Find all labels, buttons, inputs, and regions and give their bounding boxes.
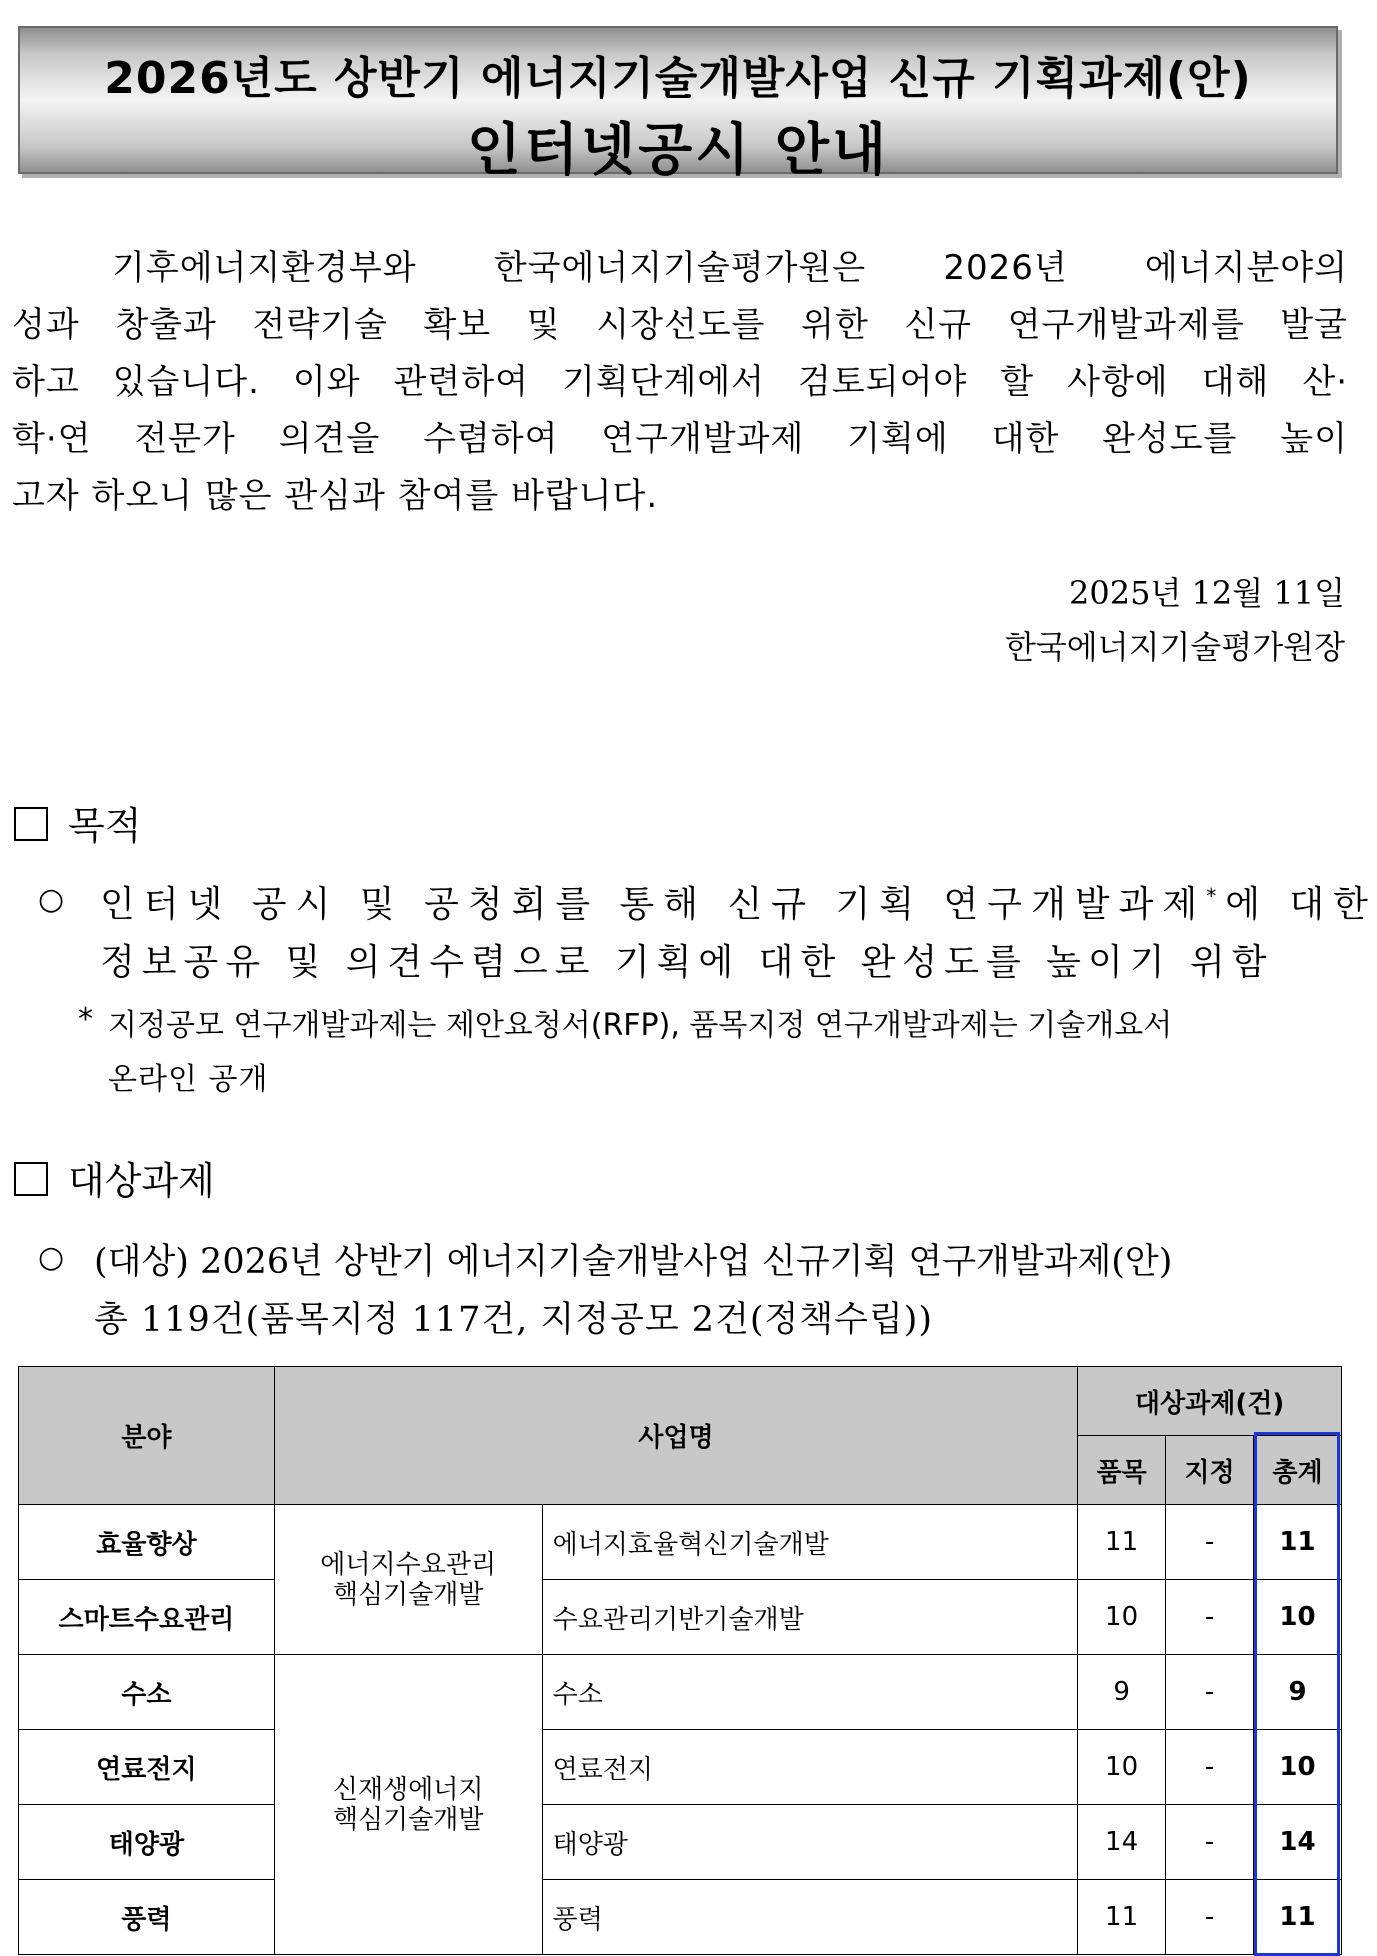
- intro-line: 성과 창출과 전략기술 확보 및 시장선도를 위한 신규 연구개발과제를 발굴: [12, 305, 1348, 345]
- total-count: 11: [1254, 1880, 1342, 1955]
- project-cell: 수소: [542, 1655, 1078, 1730]
- footnote-text: 온라인 공개: [108, 1062, 269, 1097]
- item-count: 14: [1078, 1805, 1166, 1880]
- table-row: [19, 1505, 1342, 1580]
- section-target-heading: [14, 1150, 215, 1205]
- item-count: 11: [1078, 1505, 1166, 1580]
- intro-line: 고자 하오니 많은 관심과 참여를 바랍니다.: [12, 476, 659, 516]
- footnote-text: 지정공모 연구개발과제는 제안요청서(RFP), 품목지정 연구개발과제는 기술개요서: [108, 1008, 1173, 1043]
- square-bullet-icon: [14, 807, 48, 841]
- circle-bullet-icon: ○: [38, 882, 65, 917]
- table-row: [19, 1880, 1342, 1955]
- asterisk-icon: *: [78, 1002, 93, 1037]
- project-cell: 풍력: [542, 1880, 1078, 1955]
- designated-count: -: [1166, 1805, 1254, 1880]
- designated-count: -: [1166, 1880, 1254, 1955]
- field-cell: 풍력: [19, 1880, 275, 1955]
- intro-line: 기후에너지환경부와 한국에너지기술평가원은 2026년 에너지분야의: [112, 248, 1348, 288]
- header-program: 사업명: [274, 1367, 1077, 1505]
- bullet-text: 총 119건(품목지정 117건, 지정공모 2건(정책수립)): [94, 1300, 934, 1340]
- table-row: [19, 1580, 1342, 1655]
- item-count: 9: [1078, 1655, 1166, 1730]
- footnote-marker: *: [1206, 884, 1226, 908]
- target-bullet: [38, 1234, 1338, 1354]
- header-target: 대상과제(건): [1078, 1367, 1342, 1436]
- document-title: 2026년도 상반기 에너지기술개발사업 신규 기획과제(안): [104, 53, 1252, 104]
- header-total: 총계: [1254, 1436, 1342, 1505]
- header-field: 분야: [19, 1367, 275, 1505]
- bullet-text: [100, 876, 1377, 927]
- bullet-text: (대상) 2026년 상반기 에너지기술개발사업 신규기획 연구개발과제(안): [94, 1242, 1173, 1282]
- designated-count: -: [1166, 1730, 1254, 1805]
- table-row: [19, 1655, 1342, 1730]
- designated-count: -: [1166, 1580, 1254, 1655]
- header-designated: 지정: [1166, 1436, 1254, 1505]
- field-cell: 연료전지: [19, 1730, 275, 1805]
- intro-line: 하고 있습니다. 이와 관련하여 기획단계에서 검토되어야 할 사항에 대해 산·: [12, 362, 1348, 402]
- item-count: 11: [1078, 1880, 1166, 1955]
- project-cell: 에너지효율혁신기술개발: [542, 1505, 1078, 1580]
- field-cell: 수소: [19, 1655, 275, 1730]
- title-banner: [18, 26, 1338, 183]
- intro-line: 학·연 전문가 의견을 수렴하여 연구개발과제 기획에 대한 완성도를 높이: [12, 419, 1348, 459]
- field-cell: 태양광: [19, 1805, 275, 1880]
- bullet-text: 정보공유 및 의견수렴으로 기획에 대한 완성도를 높이기 위함: [100, 942, 1274, 983]
- program-cell: 에너지수요관리 핵심기술개발: [274, 1505, 542, 1655]
- project-cell: 연료전지: [542, 1730, 1078, 1805]
- section-purpose-heading: [14, 795, 141, 850]
- section-title: 목적: [68, 804, 142, 848]
- purpose-bullet: [38, 876, 1377, 996]
- total-count: 11: [1254, 1505, 1342, 1580]
- intro-paragraph: [12, 240, 1348, 525]
- project-cell: 태양광: [542, 1805, 1078, 1880]
- table-row: [19, 1805, 1342, 1880]
- designated-count: -: [1166, 1655, 1254, 1730]
- signer: 한국에너지기술평가원장: [1004, 628, 1345, 666]
- table-row: [19, 1730, 1342, 1805]
- issue-date: 2025년 12월 11일: [1069, 574, 1345, 612]
- total-count: 10: [1254, 1580, 1342, 1655]
- document-subtitle: 인터넷공시 안내: [466, 118, 890, 183]
- item-count: 10: [1078, 1730, 1166, 1805]
- section-title: 대상과제: [68, 1159, 215, 1203]
- bullet-text-part: 에 대한: [1225, 884, 1377, 925]
- designated-count: -: [1166, 1505, 1254, 1580]
- item-count: 10: [1078, 1580, 1166, 1655]
- square-bullet-icon: [14, 1162, 48, 1196]
- program-cell: 신재생에너지 핵심기술개발: [274, 1655, 542, 1955]
- project-cell: 수요관리기반기술개발: [542, 1580, 1078, 1655]
- target-projects-table: [18, 1366, 1342, 1955]
- total-count: 10: [1254, 1730, 1342, 1805]
- total-count: 9: [1254, 1655, 1342, 1730]
- total-column-highlight: [1254, 1432, 1340, 1956]
- total-count: 14: [1254, 1805, 1342, 1880]
- circle-bullet-icon: ○: [38, 1240, 65, 1275]
- bullet-text-part: 인터넷 공시 및 공청회를 통해 신규 기획 연구개발과제: [100, 884, 1207, 925]
- header-item: 품목: [1078, 1436, 1166, 1505]
- field-cell: 스마트수요관리: [19, 1580, 275, 1655]
- field-cell: 효율향상: [19, 1505, 275, 1580]
